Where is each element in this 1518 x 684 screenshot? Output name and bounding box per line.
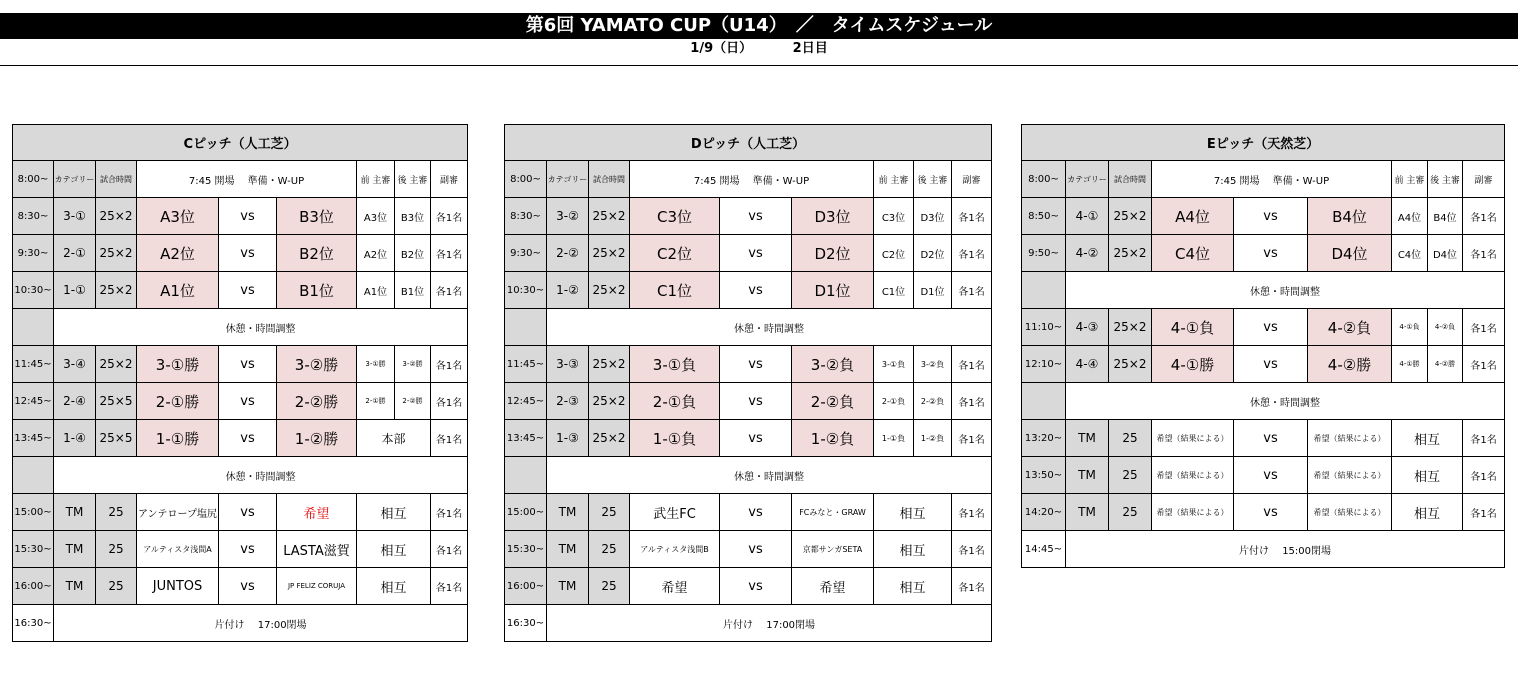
home-team: C2位	[630, 235, 720, 272]
assistant-referee: 各1名	[431, 272, 468, 309]
ref-first-header: 前 主審	[874, 161, 914, 198]
referee-mutual: 相互	[1392, 494, 1463, 531]
away-team: 京都サンガSETA	[792, 531, 874, 568]
match-time: 8:50~	[1022, 198, 1066, 235]
referee-first: A3位	[357, 198, 395, 235]
away-team: D2位	[792, 235, 874, 272]
match-time: 13:45~	[13, 420, 54, 457]
assistant-header: 副審	[952, 161, 992, 198]
home-team: 希望（結果による）	[1152, 420, 1234, 457]
referee-mutual: 相互	[357, 531, 431, 568]
referee-mutual: 相互	[874, 531, 952, 568]
match-duration: 25×2	[589, 346, 630, 383]
setup-note: 7:45 開場 準備・W-UP	[630, 161, 874, 198]
referee-second: 4-②負	[1428, 309, 1463, 346]
home-team: 2-①負	[630, 383, 720, 420]
table-row	[13, 420, 468, 457]
end-row	[1022, 531, 1505, 568]
match-category: 1-②	[547, 272, 589, 309]
referee-first: 3-①勝	[357, 346, 395, 383]
vs-label: vs	[1234, 494, 1308, 531]
home-team: 3-①勝	[137, 346, 219, 383]
assistant-referee: 各1名	[431, 494, 468, 531]
referee-mutual: 相互	[874, 568, 952, 605]
match-category: 4-②	[1066, 235, 1109, 272]
assistant-referee: 各1名	[431, 383, 468, 420]
match-duration: 25×2	[1109, 346, 1152, 383]
break-note: 休憩・時間調整	[547, 457, 992, 494]
ref-second-header: 後 主審	[1428, 161, 1463, 198]
referee-mutual: 相互	[1392, 420, 1463, 457]
break-row	[1022, 383, 1505, 420]
vs-label: vs	[1234, 198, 1308, 235]
break-time-cell	[13, 457, 54, 494]
away-team: B4位	[1308, 198, 1392, 235]
referee-mutual: 相互	[357, 494, 431, 531]
match-time: 8:30~	[505, 198, 547, 235]
away-team: D4位	[1308, 235, 1392, 272]
match-category: 3-②	[547, 198, 589, 235]
category-header: カテゴリー	[1066, 161, 1109, 198]
table-row	[505, 531, 992, 568]
away-team: 1-②負	[792, 420, 874, 457]
match-category: 4-④	[1066, 346, 1109, 383]
away-team: 4-②勝	[1308, 346, 1392, 383]
assistant-referee: 各1名	[952, 420, 992, 457]
vs-label: vs	[219, 383, 277, 420]
referee-second: B3位	[395, 198, 431, 235]
end-row	[505, 605, 992, 642]
assistant-referee: 各1名	[1463, 309, 1505, 346]
ref-second-header: 後 主審	[914, 161, 952, 198]
vs-label: vs	[720, 494, 792, 531]
table-row	[13, 346, 468, 383]
vs-label: vs	[720, 420, 792, 457]
referee-first: 3-①負	[874, 346, 914, 383]
away-team: 1-②勝	[277, 420, 357, 457]
away-team: B3位	[277, 198, 357, 235]
match-category: TM	[547, 568, 589, 605]
break-time-cell	[505, 457, 547, 494]
away-team: FCみなと・GRAW	[792, 494, 874, 531]
end-row	[13, 605, 468, 642]
match-duration: 25×2	[589, 235, 630, 272]
end-time: 16:30~	[13, 605, 54, 642]
assistant-referee: 各1名	[1463, 198, 1505, 235]
assistant-referee: 各1名	[952, 531, 992, 568]
home-team: 希望（結果による）	[1152, 457, 1234, 494]
referee-second: 4-②勝	[1428, 346, 1463, 383]
ref-second-header: 後 主審	[395, 161, 431, 198]
assistant-referee: 各1名	[952, 235, 992, 272]
vs-label: vs	[219, 494, 277, 531]
table-row	[505, 383, 992, 420]
referee-second: D3位	[914, 198, 952, 235]
referee-first: 2-①勝	[357, 383, 395, 420]
table-row	[505, 272, 992, 309]
assistant-referee: 各1名	[952, 346, 992, 383]
assistant-referee: 各1名	[431, 568, 468, 605]
match-duration: 25	[1109, 420, 1152, 457]
match-time: 10:30~	[13, 272, 54, 309]
home-team: A3位	[137, 198, 219, 235]
away-team: LASTA滋賀	[277, 531, 357, 568]
home-team: A4位	[1152, 198, 1234, 235]
break-note: 休憩・時間調整	[547, 309, 992, 346]
referee-first: 2-①負	[874, 383, 914, 420]
vs-label: vs	[1234, 457, 1308, 494]
match-duration: 25×5	[96, 383, 137, 420]
home-team: 4-①負	[1152, 309, 1234, 346]
break-note: 休憩・時間調整	[1066, 383, 1505, 420]
vs-label: vs	[720, 235, 792, 272]
match-category: 1-③	[547, 420, 589, 457]
break-note: 休憩・時間調整	[54, 309, 468, 346]
match-duration: 25	[589, 568, 630, 605]
table-row	[1022, 346, 1505, 383]
table-row	[13, 198, 468, 235]
page-subtitle	[0, 40, 1518, 58]
match-duration: 25	[1109, 457, 1152, 494]
home-team: JUNTOS	[137, 568, 219, 605]
match-duration: 25	[589, 531, 630, 568]
home-team: 1-①勝	[137, 420, 219, 457]
referee-first: 1-①負	[874, 420, 914, 457]
assistant-referee: 各1名	[952, 383, 992, 420]
table-row	[505, 235, 992, 272]
assistant-referee: 各1名	[431, 420, 468, 457]
match-time: 11:10~	[1022, 309, 1066, 346]
referee-second: B2位	[395, 235, 431, 272]
away-team: D3位	[792, 198, 874, 235]
break-time-cell	[1022, 272, 1066, 309]
ref-first-header: 前 主審	[1392, 161, 1428, 198]
away-team: JP FELIZ CORUJA	[277, 568, 357, 605]
match-duration: 25×2	[589, 420, 630, 457]
table-row	[1022, 235, 1505, 272]
match-duration: 25	[589, 494, 630, 531]
referee-second: 2-②負	[914, 383, 952, 420]
match-duration: 25	[1109, 494, 1152, 531]
table-row	[1022, 494, 1505, 531]
match-category: 2-③	[547, 383, 589, 420]
assistant-referee: 各1名	[1463, 494, 1505, 531]
closing-note: 片付け 17:00閉場	[54, 605, 468, 642]
away-team: B1位	[277, 272, 357, 309]
vs-label: vs	[219, 568, 277, 605]
referee-second: B1位	[395, 272, 431, 309]
assistant-referee: 各1名	[1463, 346, 1505, 383]
match-category: TM	[1066, 420, 1109, 457]
referee-first: A4位	[1392, 198, 1428, 235]
referee-first: A1位	[357, 272, 395, 309]
match-category: 3-①	[54, 198, 96, 235]
home-team: アルティスタ浅間B	[630, 531, 720, 568]
ref-first-header: 前 主審	[357, 161, 395, 198]
table-row	[13, 272, 468, 309]
match-category: 1-④	[54, 420, 96, 457]
table-row	[1022, 309, 1505, 346]
referee-second: D1位	[914, 272, 952, 309]
table-row	[505, 494, 992, 531]
table-row	[1022, 420, 1505, 457]
match-duration: 25×2	[96, 198, 137, 235]
match-category: TM	[54, 531, 96, 568]
home-team: 1-①負	[630, 420, 720, 457]
vs-label: vs	[720, 383, 792, 420]
vs-label: vs	[720, 198, 792, 235]
match-time: 14:20~	[1022, 494, 1066, 531]
break-row	[13, 309, 468, 346]
table-row	[505, 420, 992, 457]
home-team: A1位	[137, 272, 219, 309]
break-note: 休憩・時間調整	[1066, 272, 1505, 309]
assistant-header: 副審	[431, 161, 468, 198]
end-time: 14:45~	[1022, 531, 1066, 568]
referee-second: B4位	[1428, 198, 1463, 235]
pitch-e-title: Eピッチ（天然芝）	[1022, 125, 1505, 161]
home-team: C4位	[1152, 235, 1234, 272]
table-row	[13, 568, 468, 605]
referee-first: 4-①負	[1392, 309, 1428, 346]
match-duration: 25×2	[589, 198, 630, 235]
referee-first: 4-①勝	[1392, 346, 1428, 383]
vs-label: vs	[1234, 346, 1308, 383]
away-team: D1位	[792, 272, 874, 309]
assistant-referee: 各1名	[952, 568, 992, 605]
match-time: 13:20~	[1022, 420, 1066, 457]
match-category: 1-①	[54, 272, 96, 309]
table-row	[505, 568, 992, 605]
table-row	[13, 531, 468, 568]
home-team: C3位	[630, 198, 720, 235]
referee-second: 3-②負	[914, 346, 952, 383]
away-team: 2-②負	[792, 383, 874, 420]
table-row	[1022, 457, 1505, 494]
vs-label: vs	[219, 272, 277, 309]
pitch-d-schedule	[504, 124, 992, 642]
match-duration: 25×2	[1109, 235, 1152, 272]
referee-first: A2位	[357, 235, 395, 272]
match-time: 16:00~	[13, 568, 54, 605]
setup-note: 7:45 開場 準備・W-UP	[137, 161, 357, 198]
pitch-c-title: Cピッチ（人工芝）	[13, 125, 468, 161]
home-team: 4-①勝	[1152, 346, 1234, 383]
referee-first: C1位	[874, 272, 914, 309]
assistant-header: 副審	[1463, 161, 1505, 198]
pitch-c-schedule	[12, 124, 468, 642]
break-row	[505, 309, 992, 346]
start-time: 8:00~	[1022, 161, 1066, 198]
away-team: B2位	[277, 235, 357, 272]
match-time: 15:30~	[13, 531, 54, 568]
vs-label: vs	[219, 346, 277, 383]
assistant-referee: 各1名	[431, 235, 468, 272]
vs-label: vs	[219, 235, 277, 272]
start-time: 8:00~	[505, 161, 547, 198]
break-note: 休憩・時間調整	[54, 457, 468, 494]
match-category: 3-③	[547, 346, 589, 383]
match-category: TM	[1066, 457, 1109, 494]
event-day: 2日目	[792, 41, 828, 56]
away-team: 希望（結果による）	[1308, 494, 1392, 531]
match-time: 16:00~	[505, 568, 547, 605]
match-duration: 25×2	[96, 346, 137, 383]
home-team: 希望	[630, 568, 720, 605]
match-duration: 25	[96, 494, 137, 531]
away-team: 3-②勝	[277, 346, 357, 383]
match-duration: 25	[96, 568, 137, 605]
referee-second: D2位	[914, 235, 952, 272]
assistant-referee: 各1名	[952, 198, 992, 235]
match-duration: 25×5	[96, 420, 137, 457]
category-header: カテゴリー	[54, 161, 96, 198]
start-time: 8:00~	[13, 161, 54, 198]
match-time: 13:50~	[1022, 457, 1066, 494]
assistant-referee: 各1名	[1463, 420, 1505, 457]
match-category: TM	[54, 568, 96, 605]
referee-second: D4位	[1428, 235, 1463, 272]
vs-label: vs	[1234, 420, 1308, 457]
home-team: 2-①勝	[137, 383, 219, 420]
match-time: 11:45~	[505, 346, 547, 383]
table-row	[13, 383, 468, 420]
away-team: 希望	[792, 568, 874, 605]
referee-host: 本部	[357, 420, 431, 457]
away-team: 4-②負	[1308, 309, 1392, 346]
match-time: 12:45~	[13, 383, 54, 420]
match-category: 2-①	[54, 235, 96, 272]
vs-label: vs	[720, 346, 792, 383]
assistant-referee: 各1名	[431, 198, 468, 235]
match-category: TM	[547, 494, 589, 531]
break-time-cell	[13, 309, 54, 346]
match-duration: 25×2	[96, 272, 137, 309]
table-row	[505, 198, 992, 235]
match-category: TM	[1066, 494, 1109, 531]
header-divider	[0, 65, 1518, 66]
assistant-referee: 各1名	[1463, 235, 1505, 272]
vs-label: vs	[1234, 235, 1308, 272]
referee-second: 2-②勝	[395, 383, 431, 420]
closing-note: 片付け 17:00閉場	[547, 605, 992, 642]
match-duration: 25×2	[1109, 198, 1152, 235]
referee-first: C3位	[874, 198, 914, 235]
match-time: 11:45~	[13, 346, 54, 383]
assistant-referee: 各1名	[1463, 457, 1505, 494]
break-row	[1022, 272, 1505, 309]
away-team: 希望（結果による）	[1308, 420, 1392, 457]
vs-label: vs	[219, 531, 277, 568]
break-time-cell	[1022, 383, 1066, 420]
match-time: 12:45~	[505, 383, 547, 420]
match-time: 9:30~	[13, 235, 54, 272]
away-team: 希望	[277, 494, 357, 531]
match-time: 9:50~	[1022, 235, 1066, 272]
referee-mutual: 相互	[357, 568, 431, 605]
home-team: 武生FC	[630, 494, 720, 531]
vs-label: vs	[720, 272, 792, 309]
home-team: A2位	[137, 235, 219, 272]
break-row	[505, 457, 992, 494]
match-time: 8:30~	[13, 198, 54, 235]
home-team: 希望（結果による）	[1152, 494, 1234, 531]
referee-second: 1-②負	[914, 420, 952, 457]
match-time: 15:00~	[13, 494, 54, 531]
page-title: 第6回 YAMATO CUP（U14） ／ タイムスケジュール	[0, 13, 1518, 39]
break-time-cell	[505, 309, 547, 346]
assistant-referee: 各1名	[952, 272, 992, 309]
match-category: TM	[54, 494, 96, 531]
vs-label: vs	[720, 568, 792, 605]
match-time: 9:30~	[505, 235, 547, 272]
match-duration: 25×2	[1109, 309, 1152, 346]
match-duration: 25×2	[589, 272, 630, 309]
match-duration: 25	[96, 531, 137, 568]
match-time: 13:45~	[505, 420, 547, 457]
home-team: C1位	[630, 272, 720, 309]
match-category: 4-①	[1066, 198, 1109, 235]
table-row	[1022, 198, 1505, 235]
assistant-referee: 各1名	[952, 494, 992, 531]
match-time: 12:10~	[1022, 346, 1066, 383]
referee-mutual: 相互	[874, 494, 952, 531]
setup-note: 7:45 開場 準備・W-UP	[1152, 161, 1392, 198]
referee-mutual: 相互	[1392, 457, 1463, 494]
vs-label: vs	[219, 198, 277, 235]
home-team: アンテロープ塩尻	[137, 494, 219, 531]
match-time: 15:00~	[505, 494, 547, 531]
away-team: 2-②勝	[277, 383, 357, 420]
assistant-referee: 各1名	[431, 346, 468, 383]
home-team: アルティスタ浅間A	[137, 531, 219, 568]
away-team: 希望（結果による）	[1308, 457, 1392, 494]
match-time: 15:30~	[505, 531, 547, 568]
match-time-header: 試合時間	[96, 161, 137, 198]
match-time: 10:30~	[505, 272, 547, 309]
home-team: 3-①負	[630, 346, 720, 383]
closing-note: 片付け 15:00閉場	[1066, 531, 1505, 568]
break-row	[13, 457, 468, 494]
pitch-e-schedule	[1021, 124, 1505, 568]
vs-label: vs	[1234, 309, 1308, 346]
end-time: 16:30~	[505, 605, 547, 642]
event-date: 1/9（日）	[690, 41, 753, 56]
table-row	[505, 346, 992, 383]
pitch-d-title: Dピッチ（人工芝）	[505, 125, 992, 161]
match-category: 2-②	[547, 235, 589, 272]
match-time-header: 試合時間	[589, 161, 630, 198]
referee-first: C2位	[874, 235, 914, 272]
match-time-header: 試合時間	[1109, 161, 1152, 198]
vs-label: vs	[219, 420, 277, 457]
vs-label: vs	[720, 531, 792, 568]
match-category: TM	[547, 531, 589, 568]
category-header: カテゴリー	[547, 161, 589, 198]
referee-first: C4位	[1392, 235, 1428, 272]
match-category: 4-③	[1066, 309, 1109, 346]
referee-second: 3-②勝	[395, 346, 431, 383]
match-duration: 25×2	[589, 383, 630, 420]
match-duration: 25×2	[96, 235, 137, 272]
match-category: 2-④	[54, 383, 96, 420]
assistant-referee: 各1名	[431, 531, 468, 568]
away-team: 3-②負	[792, 346, 874, 383]
table-row	[13, 494, 468, 531]
table-row	[13, 235, 468, 272]
match-category: 3-④	[54, 346, 96, 383]
